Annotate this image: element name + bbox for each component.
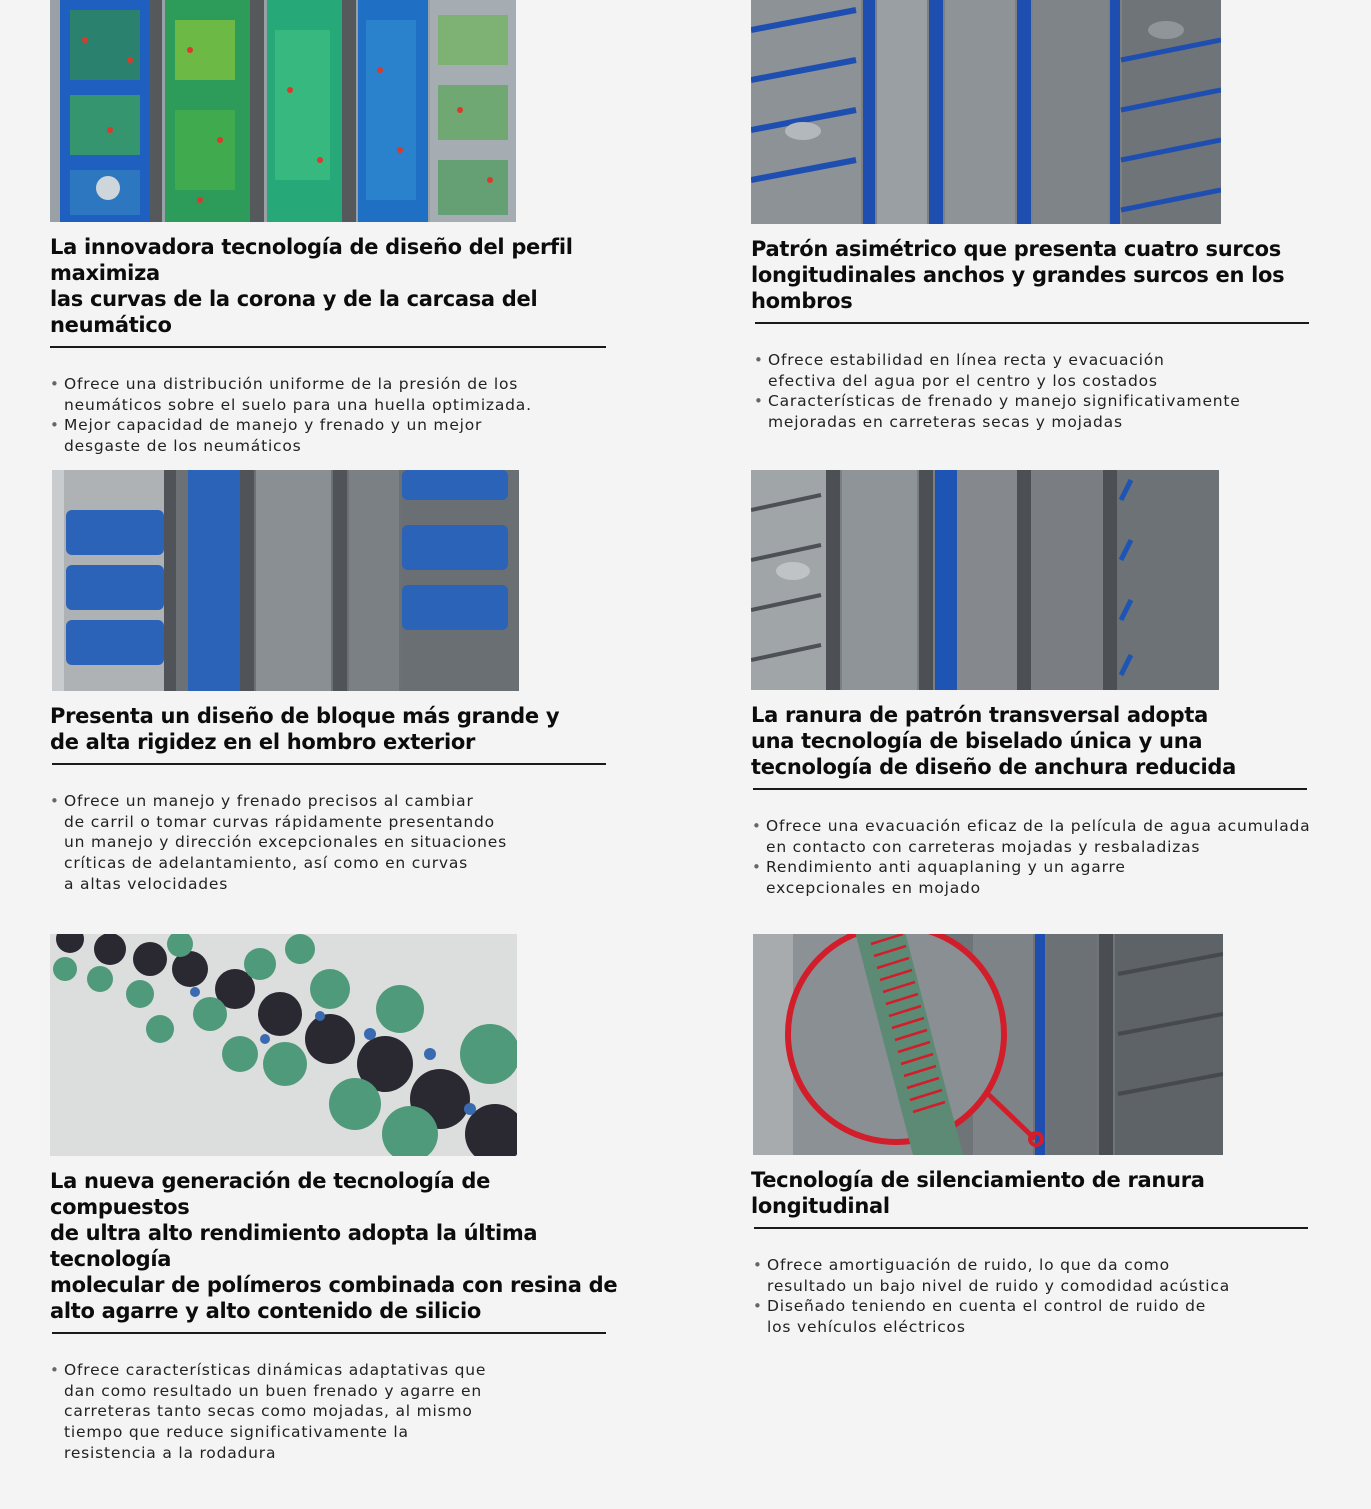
feature-bullet: • Diseñado teniendo en cuenta el control de ruido de los vehículos eléctricos — [753, 1296, 1321, 1337]
feature-title: La innovadora tecnología de diseño del perfil maximiza las curvas de la corona y de la carcasa del neumático — [50, 235, 573, 337]
feature-bullet: • Mejor capacidad de manejo y frenado y un mejor desgaste de los neumáticos — [50, 415, 620, 456]
title-divider — [755, 322, 1309, 324]
feature-title: Presenta un diseño de bloque más grande y de alta rigidez en el hombro exterior — [50, 704, 560, 754]
feature-bullet-list — [50, 1360, 630, 1464]
feature-card-profile — [50, 0, 620, 457]
title-divider — [754, 1227, 1308, 1229]
feature-title: La nueva generación de tecnología de compuestos de ultra alto rendimiento adopta la última tecnología molecular de polímeros combinada con resina de alto agarre y alto contenido de silicio — [50, 1169, 618, 1323]
feature-bullet: • Ofrece amortiguación de ruido, lo que da como resultado un bajo nivel de ruido y comodidad acústica — [753, 1255, 1321, 1296]
feature-title: La ranura de patrón transversal adopta una tecnología de biselado única y una tecnología de diseño de anchura reducida — [751, 703, 1237, 779]
title-divider — [52, 1332, 606, 1334]
noise-silencing-groove-image — [753, 934, 1223, 1155]
feature-bullet: • Características de frenado y manejo significativamente mejoradas en carreteras secas y mojadas — [754, 391, 1321, 432]
feature-card-transverse-groove — [751, 470, 1321, 899]
shoulder-block-tread-image — [52, 470, 519, 691]
feature-bullet-list — [754, 350, 1321, 433]
feature-bullet: • Ofrece un manejo y frenado precisos al cambiar de carril o tomar curvas rápidamente presentando un manejo y dirección excepcionales en situaciones críticas de adelantamiento, así como en curvas a altas velocidades — [50, 791, 620, 895]
feature-bullet: • Ofrece características dinámicas adaptativas que dan como resultado un buen frenado y agarre en carreteras tanto secas como mojadas, al mismo tiempo que reduce significativamente la resistencia a la rodadura — [50, 1360, 630, 1464]
feature-bullet-list — [50, 374, 620, 457]
title-divider — [753, 788, 1307, 790]
feature-card-asymmetric — [751, 0, 1321, 433]
feature-bullet-list — [752, 816, 1321, 899]
feature-bullet-list — [753, 1255, 1321, 1338]
asymmetric-tread-pattern-image — [751, 0, 1221, 224]
feature-card-noise-silencing — [751, 934, 1321, 1338]
feature-card-compound — [50, 934, 630, 1464]
feature-bullet: • Rendimiento anti aquaplaning y un agarre excepcionales en mojado — [752, 857, 1321, 898]
feature-title: Patrón asimétrico que presenta cuatro surcos longitudinales anchos y grandes surcos en los hombros — [751, 237, 1285, 313]
feature-title: Tecnología de silenciamiento de ranura longitudinal — [751, 1168, 1205, 1218]
polymer-molecule-image — [50, 934, 517, 1156]
feature-bullet: • Ofrece una distribución uniforme de la presión de los neumáticos sobre el suelo para una huella optimizada. — [50, 374, 620, 415]
title-divider — [50, 346, 606, 348]
feature-bullet-list — [50, 791, 620, 895]
feature-bullet: • Ofrece estabilidad en línea recta y evacuación efectiva del agua por el centro y los costados — [754, 350, 1321, 391]
transverse-groove-tread-image — [751, 470, 1219, 690]
pressure-heatmap-tread-image — [50, 0, 516, 222]
feature-card-shoulder-block — [50, 470, 620, 895]
feature-bullet: • Ofrece una evacuación eficaz de la película de agua acumulada en contacto con carreteras mojadas y resbaladizas — [752, 816, 1321, 857]
title-divider — [52, 763, 606, 765]
